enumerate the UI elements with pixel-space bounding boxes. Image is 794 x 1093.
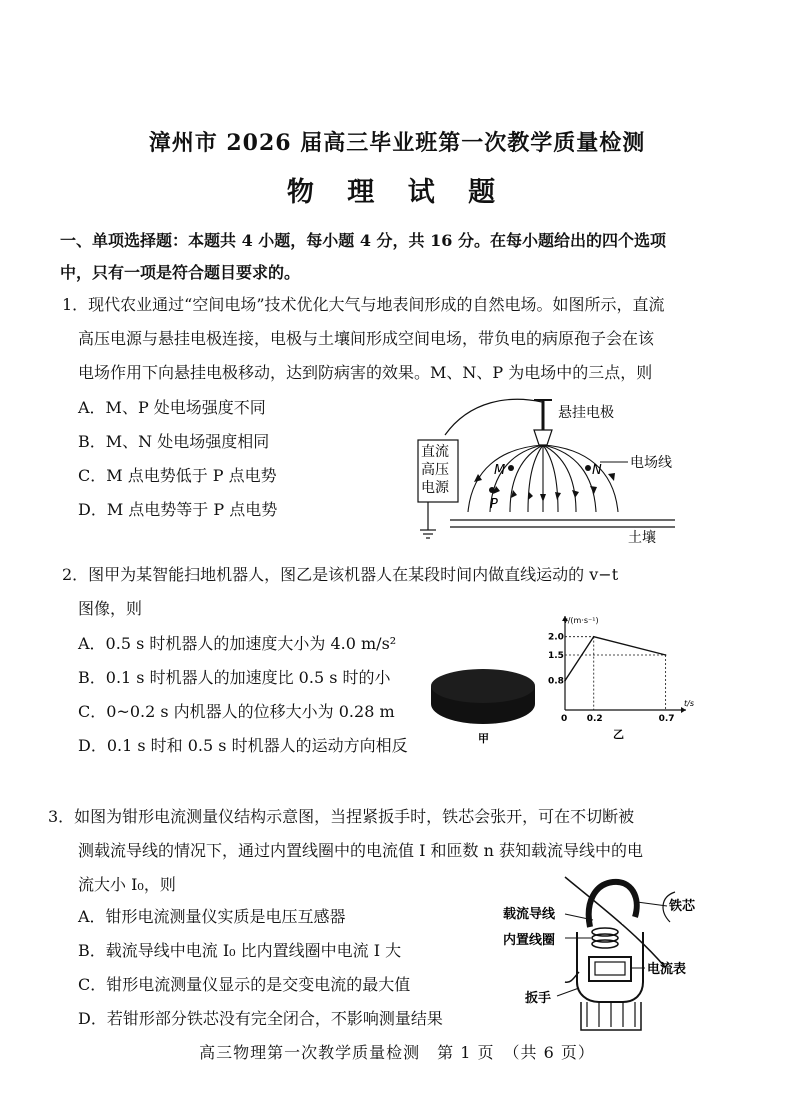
q1-electrode-body [534, 430, 552, 445]
q3-option-c: C．钳形电流测量仪显示的是交变电流的最大值 [78, 975, 411, 994]
vt-axes [548, 616, 694, 724]
q1-point-m [508, 465, 514, 471]
q3-line3: 流大小 I₀，则 [78, 875, 176, 894]
q1-options [78, 391, 277, 527]
q3-core-jaw-left [589, 882, 637, 927]
q1-soil-label: 土壤 [628, 530, 656, 545]
q2-vt-chart [545, 612, 695, 742]
q3-handle-pointer [557, 988, 579, 996]
vt-point [665, 654, 667, 656]
vt-point [564, 680, 566, 682]
q1-source-label-3: 电源 [421, 480, 449, 496]
q1-point-p-label: P [490, 497, 498, 512]
q2-option-d: D．0.1 s 时和 0.5 s 时机器人的运动方向相反 [78, 736, 408, 755]
q3-handle-label: 扳手 [525, 991, 552, 1006]
q3-core-label: 铁芯 [669, 899, 696, 914]
vt-x-tick-label: 0 [561, 714, 568, 724]
vt-y-tick-label: 2.0 [548, 632, 564, 643]
q2-option-c: C．0~0.2 s 内机器人的位移大小为 0.28 m [78, 702, 395, 721]
q3-option-a: A．钳形电流测量仪实质是电压互感器 [78, 907, 346, 926]
q1-field-line [543, 445, 558, 512]
q2-line1: 2．图甲为某智能扫地机器人，图乙是该机器人在某段时间内做直线运动的 v−t [62, 565, 619, 584]
q2-line2: 图像，则 [78, 599, 143, 618]
q1-arrow [572, 490, 579, 498]
q1-arrow [608, 473, 615, 481]
q1-field-line [510, 445, 543, 512]
q3-handle-grip [587, 1002, 635, 1027]
q1-option-d: D．M 点电势等于 P 点电势 [78, 500, 278, 519]
q1-line3: 电场作用下向悬挂电极移动，达到防病害的效果。M、N、P 为电场中的三点，则 [78, 363, 653, 382]
q1-field-line [490, 445, 543, 512]
q1-field-figure [410, 390, 685, 545]
q3-clamp-figure [495, 872, 730, 1032]
q1-electrode-label: 悬挂电极 [558, 405, 614, 421]
exam-title: 漳州市 2026 届高三毕业班第一次教学质量检测 [148, 130, 646, 156]
q1-point-m-label: M [494, 463, 506, 478]
q2-option-b: B．0.1 s 时机器人的加速度比 0.5 s 时的小 [78, 668, 391, 687]
q1-arrow [590, 486, 597, 494]
q1-arrow [540, 494, 546, 502]
vt-x-tick-label: 0.7 [658, 714, 675, 724]
q2-figure-jia-label: 甲 [478, 732, 489, 745]
q3-options [78, 900, 443, 1036]
section-heading-line1: 一、单项选择题：本题共 4 小题，每小题 4 分，共 16 分。在每小题给出的四个选项 [60, 231, 666, 250]
q1-field-line [543, 445, 596, 512]
q3-meter-label: 电流表 [647, 962, 687, 977]
page-footer: 高三物理第一次教学质量检测 第 1 页 （共 6 页） [199, 1043, 595, 1062]
q1-option-a: A．M、P 处电场强度不同 [78, 398, 266, 417]
q3-coil-label: 内置线圈 [503, 933, 556, 948]
q3-core-highlight [613, 894, 624, 924]
vt-y-axis-label: v/(m·s⁻¹) [563, 616, 599, 625]
section-heading [60, 225, 740, 289]
q1-line1: 1．现代农业通过“空间电场”技术优化大气与地表间形成的自然电场。如图所示，直流 [62, 295, 665, 314]
q2-option-a: A．0.5 s 时机器人的加速度大小为 4.0 m/s² [78, 634, 397, 653]
q3-wire [565, 877, 665, 967]
q3-wire-label: 载流导线 [503, 907, 556, 922]
q1-source-label-1: 直流 [421, 444, 449, 460]
vt-point [593, 636, 595, 638]
q1-field-label: 电场线 [630, 455, 672, 471]
q3-line2: 测载流导线的情况下，通过内置线圈中的电流值 I 和匝数 n 获知载流导线中的电 [78, 841, 643, 860]
q1-point-n-label: N [592, 463, 602, 478]
q1-wire [445, 399, 542, 435]
vt-y-tick-label: 1.5 [548, 651, 564, 661]
q1-option-b: B．M、N 处电场强度相同 [78, 432, 270, 451]
vt-x-axis-label: t/s [684, 699, 694, 708]
q1-field-line [528, 445, 543, 512]
subject-title: 物 理 试 题 [286, 177, 508, 208]
q3-core-pointer [637, 902, 667, 906]
q1-field-line [543, 445, 576, 512]
q3-coil [592, 928, 618, 948]
q1-field-line [543, 445, 618, 512]
q3-option-d: D．若钳形部分铁芯没有完全闭合，不影响测量结果 [78, 1009, 443, 1028]
q2-options [78, 627, 408, 763]
vt-y-tick-label: 0.8 [548, 676, 564, 687]
q1-point-n [585, 465, 591, 471]
q1-option-c: C．M 点电势低于 P 点电势 [78, 466, 277, 485]
q2-robot-top [431, 669, 535, 703]
q2-figure-yi-label: 乙 [613, 728, 624, 741]
vt-marks [564, 636, 666, 710]
q3-line1: 3．如图为钳形电流测量仪结构示意图，当捏紧扳手时，铁芯会张开，可在不切断被 [48, 807, 635, 826]
vt-x-tick-label: 0.2 [586, 714, 603, 724]
section-heading-line2: 中，只有一项是符合题目要求的。 [60, 263, 301, 282]
q1-line2: 高压电源与悬挂电极连接，电极与土壤间形成空间电场，带负电的病原孢子会在该 [78, 329, 655, 348]
vt-series-line [565, 637, 666, 681]
q1-point-p [489, 487, 495, 493]
q3-option-b: B．载流导线中电流 I₀ 比内置线圈中电流 I 大 [78, 941, 402, 960]
q1-stem [62, 288, 762, 390]
q1-source-label-2: 高压 [421, 462, 449, 478]
q2-robot-figure [428, 660, 538, 750]
